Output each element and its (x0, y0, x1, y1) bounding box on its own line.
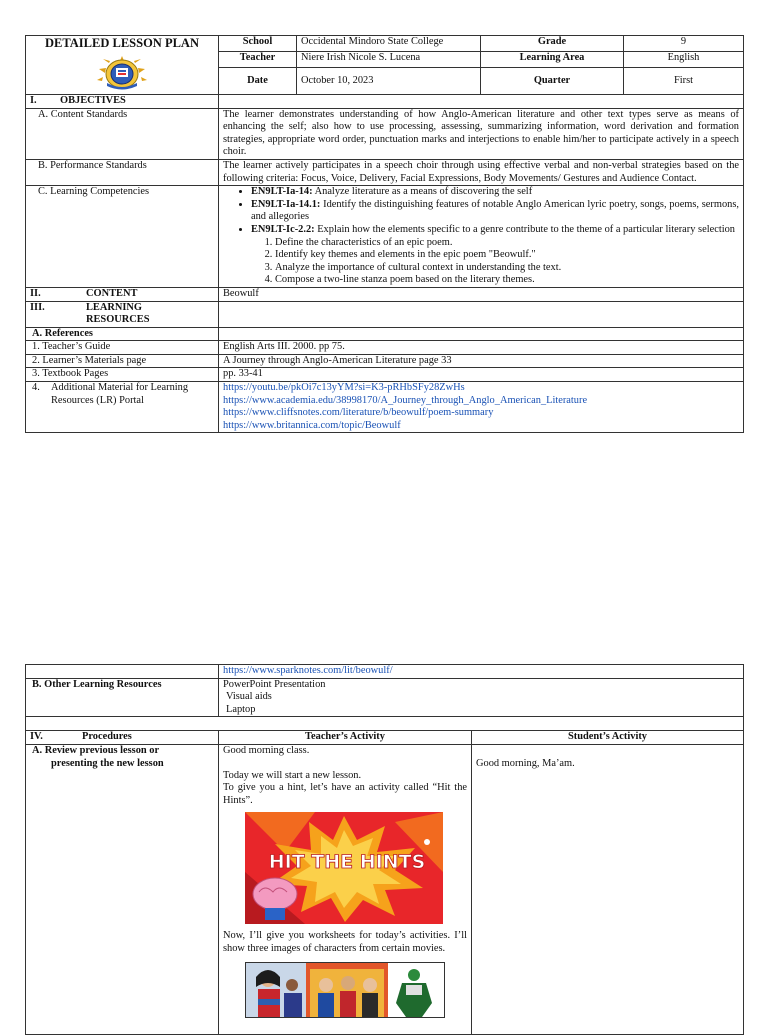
school-seal-icon (97, 53, 147, 93)
performance-standards-label (26, 159, 219, 185)
competency-text: Analyze literature as a means of discovering the self (312, 186, 533, 198)
additional-material-label (26, 382, 219, 433)
school-label: School (219, 36, 297, 52)
other-resource-item: PowerPoint Presentation (223, 678, 326, 690)
procedures-heading-cell (26, 731, 219, 745)
competency-code: EN9LT-Ic-2.2: (251, 223, 315, 235)
content-heading-cell (26, 287, 219, 301)
other-resources-label (26, 678, 219, 717)
reference-label-text: 3. Textbook Pages (32, 368, 109, 380)
teacher-greeting: Good morning class. (223, 744, 310, 756)
procedures-heading: Procedures (82, 731, 132, 743)
quarter-label: Quarter (481, 68, 624, 95)
student-reply: Good morning, Ma’am. (476, 757, 575, 769)
teacher-label: Teacher (219, 52, 297, 68)
content-heading: CONTENT (86, 287, 138, 299)
competency-text: Identify the distinguishing features of notable Anglo American lyric poetry, songs, poems, sermons, and allegories (251, 198, 739, 223)
school-value: Occidental Mindoro State College (297, 36, 481, 52)
teacher-value: Niere Irish Nicole S. Lucena (297, 52, 481, 68)
additional-num: 4. (32, 382, 40, 394)
objectives-num: I. (30, 95, 37, 106)
objectives-empty (219, 95, 744, 109)
step-a-label (26, 744, 219, 1034)
date-value: October 10, 2023 (297, 68, 481, 95)
spacer-row (26, 717, 744, 731)
hit-the-hints-banner (245, 812, 443, 924)
resources-heading-line2: RESOURCES (86, 314, 150, 326)
competency-list (223, 186, 739, 236)
other-resource-item: Laptop (226, 703, 256, 715)
teacher-worksheet: Now, I’ll give you worksheets for today’s activities. I’ll show three images of characters from certain movies. (223, 930, 467, 954)
resource-link[interactable]: https://www.sparknotes.com/lit/beowulf/ (223, 665, 393, 676)
resource-link[interactable]: https://www.britannica.com/topic/Beowulf (223, 419, 401, 431)
content-standards-text: The learner demonstrates understanding of how Anglo-American literature and other text types serve as means of enhancing the self; also how to use processing, assessing, summarizing information, word derivation and formation strategies, appropriate word order, punctuation marks and interjections to enable him/her to participate actively in a speech choir. (219, 108, 744, 159)
objective-item: 4. Compose a two-line stanza poem based on the literary themes. (275, 274, 739, 287)
resources-num: III. (30, 301, 45, 313)
additional-links-cell (219, 382, 744, 433)
objective-list (223, 237, 739, 287)
objectives-heading-cell (26, 95, 219, 109)
reference-label (26, 368, 219, 382)
learning-competencies-cell (219, 186, 744, 288)
reference-label (26, 341, 219, 355)
step-a-line2: presenting the new lesson (51, 757, 164, 769)
reference-value: English Arts III. 2000. pp 75. (219, 341, 744, 355)
competency-text: Explain how the elements specific to a genre contribute to the theme of a particular literary selection (314, 223, 735, 235)
step-a-line1: A. Review previous lesson or (32, 744, 160, 756)
reference-label-text: 2. Learner’s Materials page (32, 354, 147, 366)
content-value: Beowulf (219, 287, 744, 301)
student-activity-header: Student’s Activity (472, 731, 744, 745)
content-standards-label-text: A. Content Standards (38, 108, 128, 120)
quarter-value: First (624, 68, 744, 95)
references-label-text: A. References (32, 327, 93, 339)
resources-empty (219, 301, 744, 327)
other-resources-label-text: B. Other Learning Resources (32, 678, 162, 690)
objective-item: 1. Define the characteristics of an epic poem. (275, 237, 739, 250)
performance-standards-text: The learner actively participates in a speech choir through using effective verbal and non-verbal strategies based on the following criteria: Focus, Voice, Delivery, Facial Expressions, Body Movements/ Gestures and Audience Contact. (219, 159, 744, 185)
continued-link-cell (219, 665, 744, 679)
title-cell (26, 36, 219, 95)
learning-competencies-label-text: C. Learning Competencies (38, 186, 150, 198)
resources-heading-line1: LEARNING (86, 301, 143, 313)
document-title: DETAILED LESSON PLAN (45, 36, 199, 50)
resource-link[interactable]: https://www.academia.edu/38998170/A_Journey_through_Anglo_American_Literature (223, 394, 588, 406)
other-resources-cell (219, 678, 744, 717)
resource-link[interactable]: https://youtu.be/pkOi7c13yYM?si=K3-pRHbSFy28ZwHs (223, 382, 465, 394)
reference-label (26, 354, 219, 368)
lesson-plan-table-continued (25, 664, 744, 1035)
reference-value: pp. 33-41 (219, 368, 744, 382)
competency-item (251, 199, 739, 224)
objectives-heading: OBJECTIVES (60, 95, 126, 106)
teacher-start: Today we will start a new lesson. (223, 769, 362, 781)
area-value: English (624, 52, 744, 68)
procedures-num: IV. (30, 731, 43, 743)
hit-the-hints-image (245, 812, 443, 924)
reference-label-text: 1. Teacher’s Guide (32, 341, 111, 353)
competency-item (251, 224, 739, 237)
movie-characters-collage (246, 963, 444, 1017)
banner-text: HIT THE HINTS (268, 851, 426, 874)
competency-code: EN9LT-Ia-14: (251, 186, 313, 198)
grade-value: 9 (624, 36, 744, 52)
continued-empty (26, 665, 219, 679)
additional-label-text: Additional Material for Learning Resources (LR) Portal (51, 382, 189, 406)
student-activity-cell (472, 744, 744, 1034)
teacher-activity-cell (219, 744, 472, 1034)
references-label (26, 327, 219, 341)
movie-characters-image (245, 962, 445, 1018)
references-empty (219, 327, 744, 341)
resources-heading-cell (26, 301, 219, 327)
content-standards-label (26, 108, 219, 159)
performance-standards-label-text: B. Performance Standards (38, 159, 147, 171)
competency-item (251, 186, 739, 199)
teacher-hint: To give you a hint, let’s have an activity called “Hit the Hints”. (223, 782, 467, 806)
grade-label: Grade (481, 36, 624, 52)
objective-item: 3. Analyze the importance of cultural context in understanding the text. (275, 262, 739, 275)
content-num: II. (30, 287, 41, 299)
lesson-plan-table (25, 35, 744, 433)
other-resource-item: Visual aids (226, 691, 272, 703)
resource-link[interactable]: https://www.cliffsnotes.com/literature/b/beowulf/poem-summary (223, 407, 494, 419)
area-label: Learning Area (481, 52, 624, 68)
objective-item: 2. Identify key themes and elements in the epic poem "Beowulf." (275, 249, 739, 262)
reference-value: A Journey through Anglo-American Literature page 33 (219, 354, 744, 368)
date-label: Date (219, 68, 297, 95)
competency-code: EN9LT-Ia-14.1: (251, 198, 321, 210)
teacher-activity-header: Teacher’s Activity (219, 731, 472, 745)
learning-competencies-label (26, 186, 219, 288)
